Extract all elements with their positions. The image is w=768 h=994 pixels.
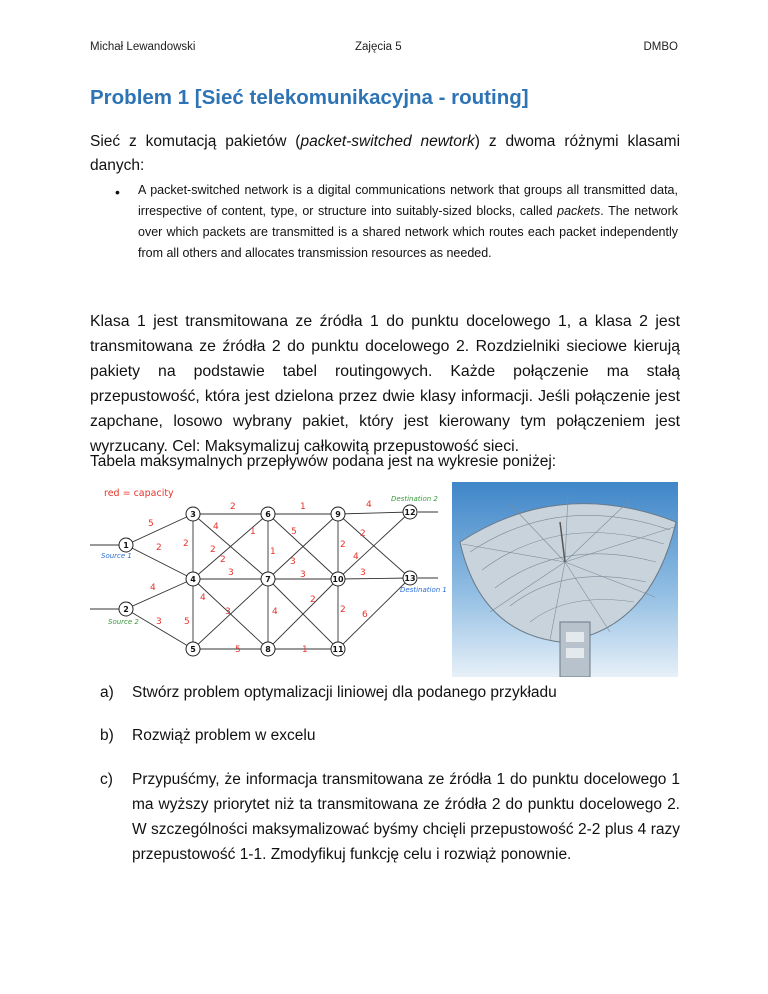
node-label: 12 — [404, 508, 416, 517]
capacity-label: 3 — [360, 568, 366, 578]
node-label: 8 — [265, 645, 271, 654]
capacity-label: 3 — [300, 570, 306, 580]
node-label: 7 — [265, 575, 271, 584]
question-label: b) — [100, 727, 114, 744]
bullet-marker: • — [115, 184, 120, 200]
destination-2-label: Destination 2 — [391, 495, 438, 503]
capacity-label: 4 — [200, 593, 206, 603]
question-c — [100, 767, 680, 867]
node-label: 6 — [265, 510, 271, 519]
question-text: Przypuśćmy, że informacja transmitowana ze źródła 1 do punktu docelowego 1 ma wyższy priorytet niż ta transmitowana ze źródła 2 do punktu docelowego 2. W szczególności maksymalizować byśmy chcięli przepustowość 2-2 plus 4 razy przepustowość 1-1. Zmodyfikuj funkcję celu i rozwiąż ponownie. — [132, 771, 680, 863]
node-label: 13 — [404, 574, 416, 583]
destination-1-label: Destination 1 — [400, 586, 447, 594]
table-intro: Tabela maksymalnych przepływów podana jest na wykresie poniżej: — [90, 453, 557, 470]
capacity-label: 2 — [183, 539, 189, 549]
capacity-label: 1 — [300, 502, 306, 512]
intro-paragraph — [90, 130, 680, 178]
intro-before: Sieć z komutacją pakietów ( — [90, 133, 301, 150]
node-label: 2 — [123, 605, 129, 614]
bullet-term: packets — [557, 204, 601, 218]
source-1-label: Source 1 — [101, 552, 132, 560]
node-label: 11 — [332, 645, 344, 654]
capacity-label: 2 — [210, 545, 216, 555]
legend-capacity: red = capacity — [104, 488, 174, 499]
capacity-label: 2 — [360, 529, 366, 539]
capacity-label: 5 — [148, 519, 154, 529]
question-label: a) — [100, 684, 114, 701]
question-text: Rozwiąż problem w excelu — [132, 727, 316, 744]
capacity-label: 5 — [184, 617, 190, 627]
capacity-label: 3 — [228, 568, 234, 578]
capacity-label: 2 — [340, 605, 346, 615]
header-session: Zajęcia 5 — [355, 41, 402, 53]
figure — [90, 482, 678, 677]
node-label: 9 — [335, 510, 341, 519]
capacity-label: 1 — [270, 547, 276, 557]
question-label: c) — [100, 771, 113, 788]
capacity-label: 3 — [290, 557, 296, 567]
capacity-label: 1 — [250, 527, 256, 537]
capacity-label: 6 — [362, 610, 368, 620]
node-label: 3 — [190, 510, 196, 519]
header-course: DMBO — [643, 41, 678, 53]
capacity-label: 1 — [302, 645, 308, 655]
question-b — [100, 724, 680, 748]
intro-after: ) z dwoma różnymi klasami danych: — [90, 133, 681, 174]
questions-list — [100, 681, 680, 867]
capacity-label: 4 — [150, 583, 156, 593]
capacity-label: 5 — [235, 645, 241, 655]
capacity-label: 2 — [230, 502, 236, 512]
question-text: Stwórz problem optymalizacji liniowej dla podanego przykładu — [132, 684, 557, 701]
page-title: Problem 1 [Sieć telekomunikacyjna - routing] — [90, 86, 529, 109]
definition-bullet — [138, 180, 678, 264]
capacity-label: 4 — [272, 607, 278, 617]
intro-term: packet-switched newtork — [300, 133, 475, 150]
capacity-label: 4 — [213, 522, 219, 532]
capacity-label: 4 — [353, 552, 359, 562]
node-label: 4 — [190, 575, 196, 584]
radio-telescope-illustration — [452, 482, 678, 677]
capacity-label: 5 — [291, 527, 297, 537]
capacity-label: 2 — [340, 540, 346, 550]
capacity-label: 2 — [310, 595, 316, 605]
node-label: 1 — [123, 541, 129, 550]
problem-description: Klasa 1 jest transmitowana ze źródła 1 do punktu docelowego 1, a klasa 2 jest transmitowana ze źródła 2 do punktu docelowego 2. Rozdzielniki sieciowe kierują pakiety na podstawie tabel routingowych. Każde połączenie ma stałą przepustowość, która jest dzielona przez dwie klasy informacji. Jeśli połączenie jest zapchane, losowo wybrany pakiet, który jest kierowany tym połączeniem jest wyrzucany. Cel: Maksymalizuj całkowitą przepustowość sieci. — [90, 313, 680, 455]
header-author: Michał Lewandowski — [90, 41, 196, 53]
question-a — [100, 681, 680, 705]
capacity-label: 2 — [156, 543, 162, 553]
capacity-label: 3 — [225, 607, 231, 617]
bullet-before: A packet-switched network is a digital communications network that groups all transmitted data, irrespective of content, type, or structure into suitably-sized blocks, called — [138, 183, 678, 218]
node-label: 5 — [190, 645, 196, 654]
capacity-label: 3 — [156, 617, 162, 627]
node-label: 10 — [332, 575, 344, 584]
capacity-label: 4 — [366, 500, 372, 510]
network-diagram — [90, 482, 678, 677]
capacity-label: 2 — [220, 555, 226, 565]
source-2-label: Source 2 — [108, 618, 139, 626]
bullet-after: . The network over which packets are transmitted is a shared network which routes each packet independently from all others and allocates transmission resources as needed. — [138, 204, 678, 260]
